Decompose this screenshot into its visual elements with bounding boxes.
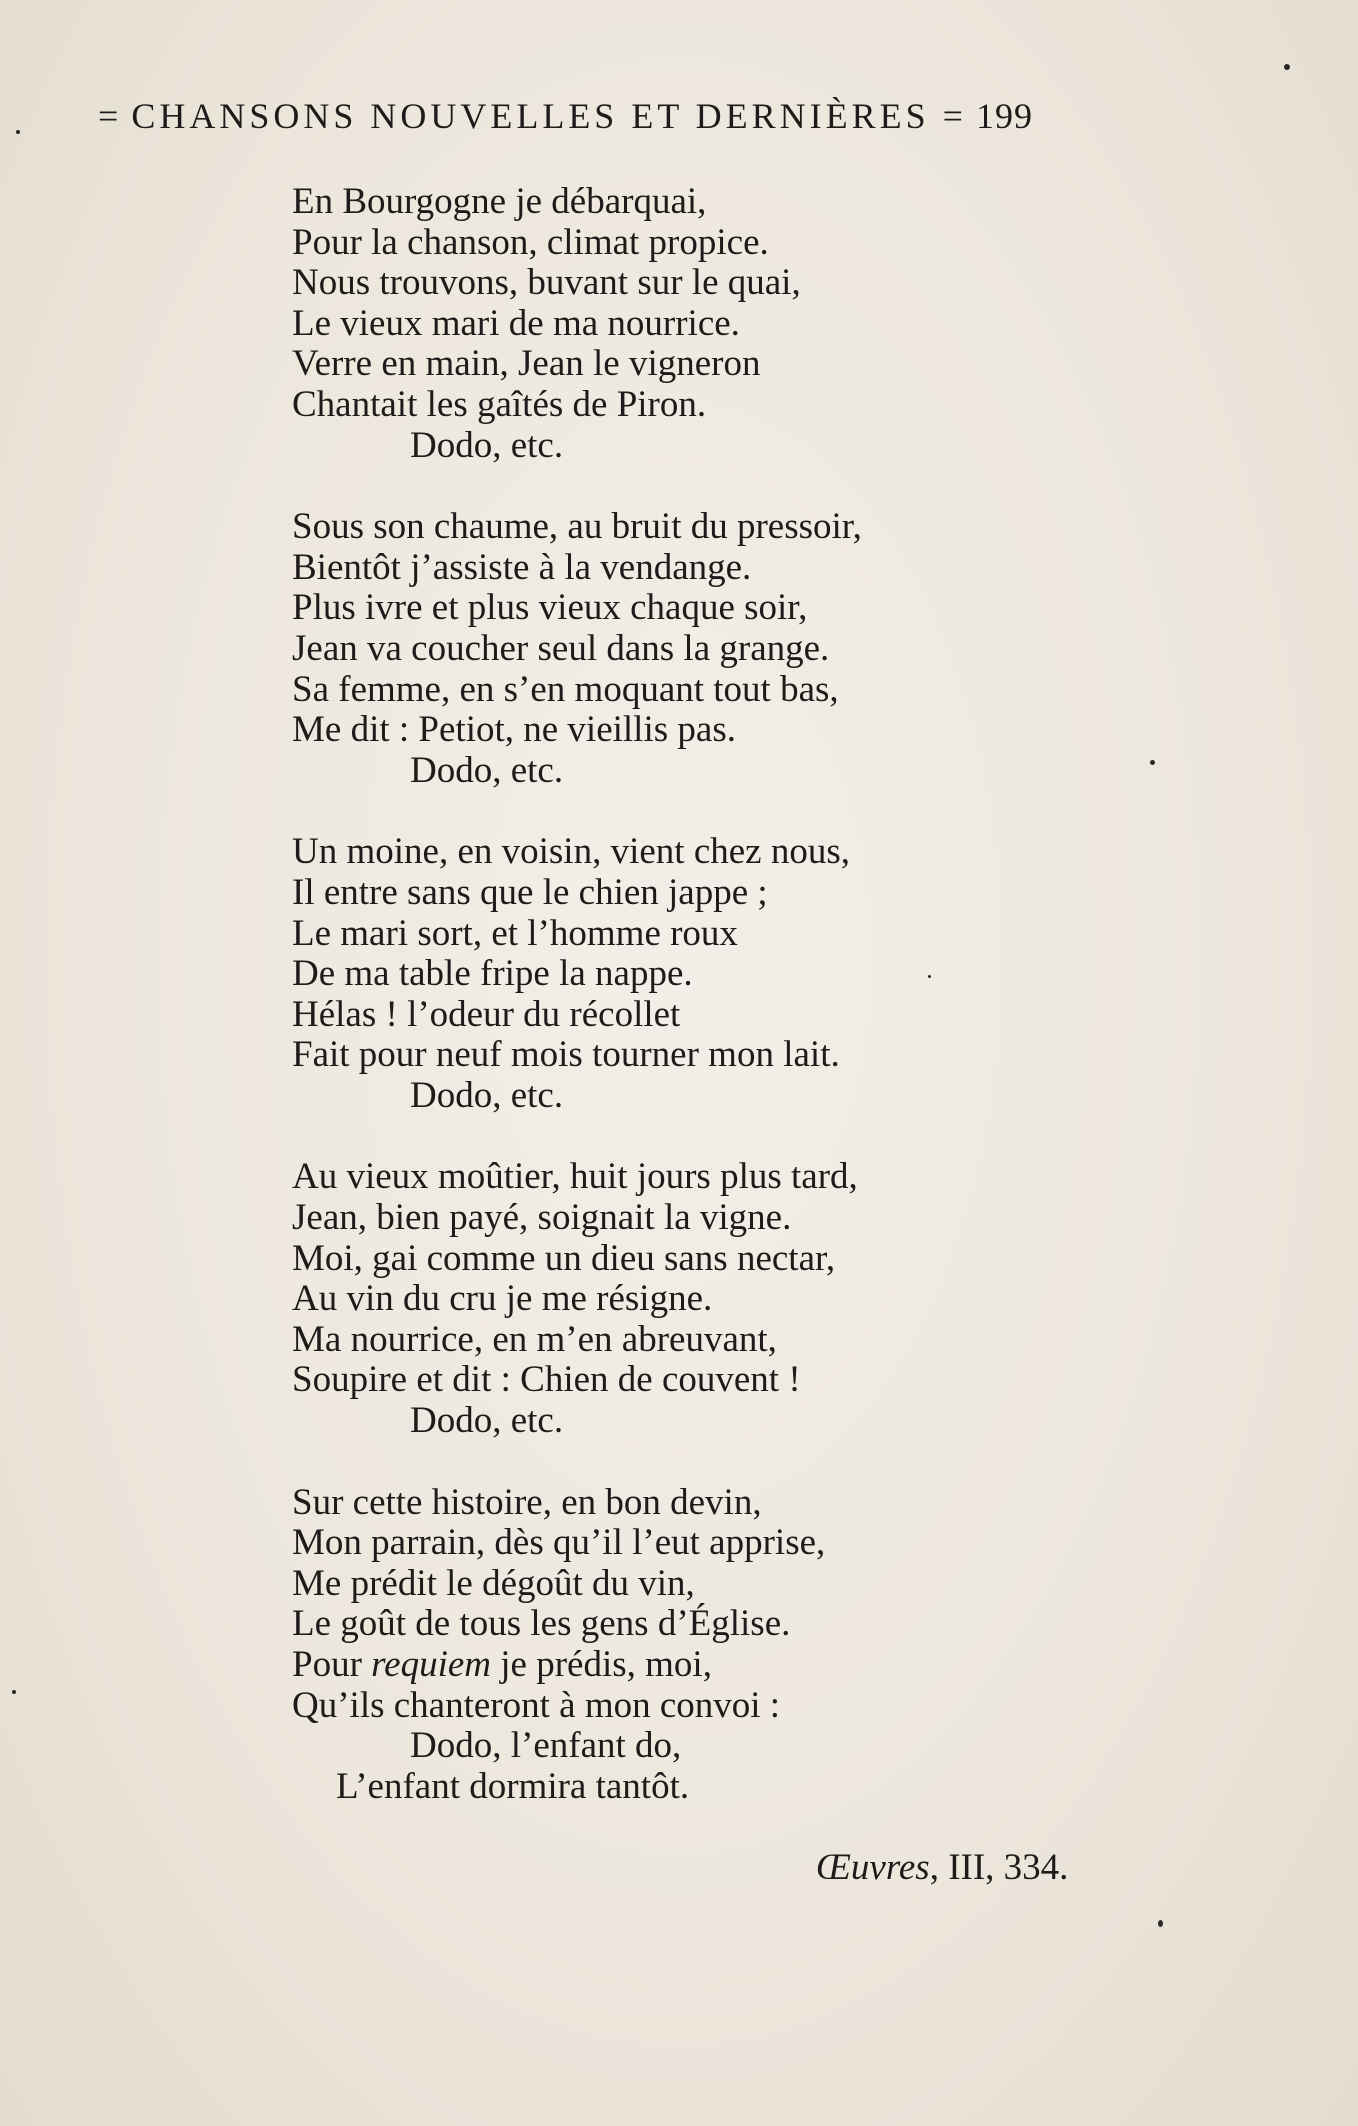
verse-line: En Bourgogne je débarquai,: [292, 181, 707, 222]
verse-fragment: Pour: [292, 1644, 372, 1685]
verse-line: Le goût de tous les gens d’Église.: [292, 1603, 791, 1645]
header-title: CHANSONS NOUVELLES ET DERNIÈRES: [131, 96, 930, 136]
verse-line: Il entre sans que le chien jappe ;: [292, 871, 768, 913]
verse-line: Soupire et dit : Chien de couvent !: [292, 1359, 801, 1401]
verse-line: Jean va coucher seul dans la grange.: [292, 627, 830, 669]
stanza-3: [292, 832, 862, 1116]
refrain-line: Dodo, etc.: [410, 1074, 564, 1116]
verse-line: Verre en main, Jean le vigneron: [292, 343, 761, 385]
verse-line: Hélas ! l’odeur du récollet: [292, 993, 681, 1035]
requiem-italic: requiem: [371, 1644, 492, 1685]
paper-speck: [1284, 64, 1290, 70]
verse-line-requiem: [292, 1645, 862, 1686]
source-citation: [816, 1846, 1068, 1889]
stanza-2: [292, 507, 862, 791]
verse-line: Au vin du cru je me résigne.: [292, 1278, 713, 1320]
poem-body: [292, 182, 862, 1807]
verse-line: Bientôt j’assiste à la vendange.: [292, 546, 752, 588]
stanza-4: [292, 1157, 862, 1441]
citation-reference: , III, 334.: [929, 1847, 1069, 1888]
verse-line: Ma nourrice, en m’en abreuvant,: [292, 1318, 777, 1360]
refrain-line: Dodo, etc.: [410, 1400, 564, 1442]
verse-line: Sur cette histoire, en bon devin,: [292, 1481, 762, 1523]
stanza-5: [292, 1483, 862, 1808]
verse-line: Le vieux mari de ma nourrice.: [292, 302, 740, 344]
verse-line: Fait pour neuf mois tourner mon lait.: [292, 1034, 840, 1076]
verse-line: Jean, bien payé, soignait la vigne.: [292, 1197, 792, 1239]
verse-line: De ma table fripe la nappe.: [292, 953, 693, 995]
verse-line: Pour la chanson, climat propice.: [292, 221, 769, 263]
paper-speck: [16, 130, 20, 134]
verse-line: Mon parrain, dès qu’il l’eut apprise,: [292, 1522, 826, 1564]
refrain-line: Dodo, etc.: [410, 424, 564, 466]
page-number: 199: [975, 96, 1033, 136]
verse-line: Chantait les gaîtés de Piron.: [292, 383, 707, 425]
final-refrain-line: L’enfant dormira tantôt.: [336, 1765, 690, 1807]
verse-line: Sous son chaume, au bruit du pressoir,: [292, 506, 862, 548]
paper-speck: [1150, 760, 1155, 765]
running-header: [98, 98, 1198, 134]
header-right-rule: =: [942, 96, 963, 136]
verse-line: Me dit : Petiot, ne vieillis pas.: [292, 709, 736, 751]
verse-line: Au vieux moûtier, huit jours plus tard,: [292, 1156, 858, 1198]
verse-line: Moi, gai comme un dieu sans nectar,: [292, 1237, 836, 1279]
final-refrain-line: Dodo, l’enfant do,: [410, 1725, 682, 1767]
citation-work: Œuvres: [816, 1847, 930, 1888]
verse-line: Le mari sort, et l’homme roux: [292, 912, 738, 954]
paper-speck: [1158, 1920, 1163, 1927]
verse-line: Sa femme, en s’en moquant tout bas,: [292, 668, 839, 710]
paper-speck: [12, 1690, 16, 1694]
header-left-rule: =: [98, 96, 119, 136]
verse-line: Un moine, en voisin, vient chez nous,: [292, 831, 850, 873]
refrain-line: Dodo, etc.: [410, 749, 564, 791]
verse-line: Qu’ils chanteront à mon convoi :: [292, 1684, 781, 1726]
stanza-1: [292, 182, 862, 466]
verse-line: Me prédit le dégoût du vin,: [292, 1562, 695, 1604]
paper-speck: [928, 975, 931, 978]
verse-fragment: je prédis, moi,: [491, 1644, 712, 1685]
verse-line: Nous trouvons, buvant sur le quai,: [292, 262, 801, 304]
verse-line: Plus ivre et plus vieux chaque soir,: [292, 587, 808, 629]
